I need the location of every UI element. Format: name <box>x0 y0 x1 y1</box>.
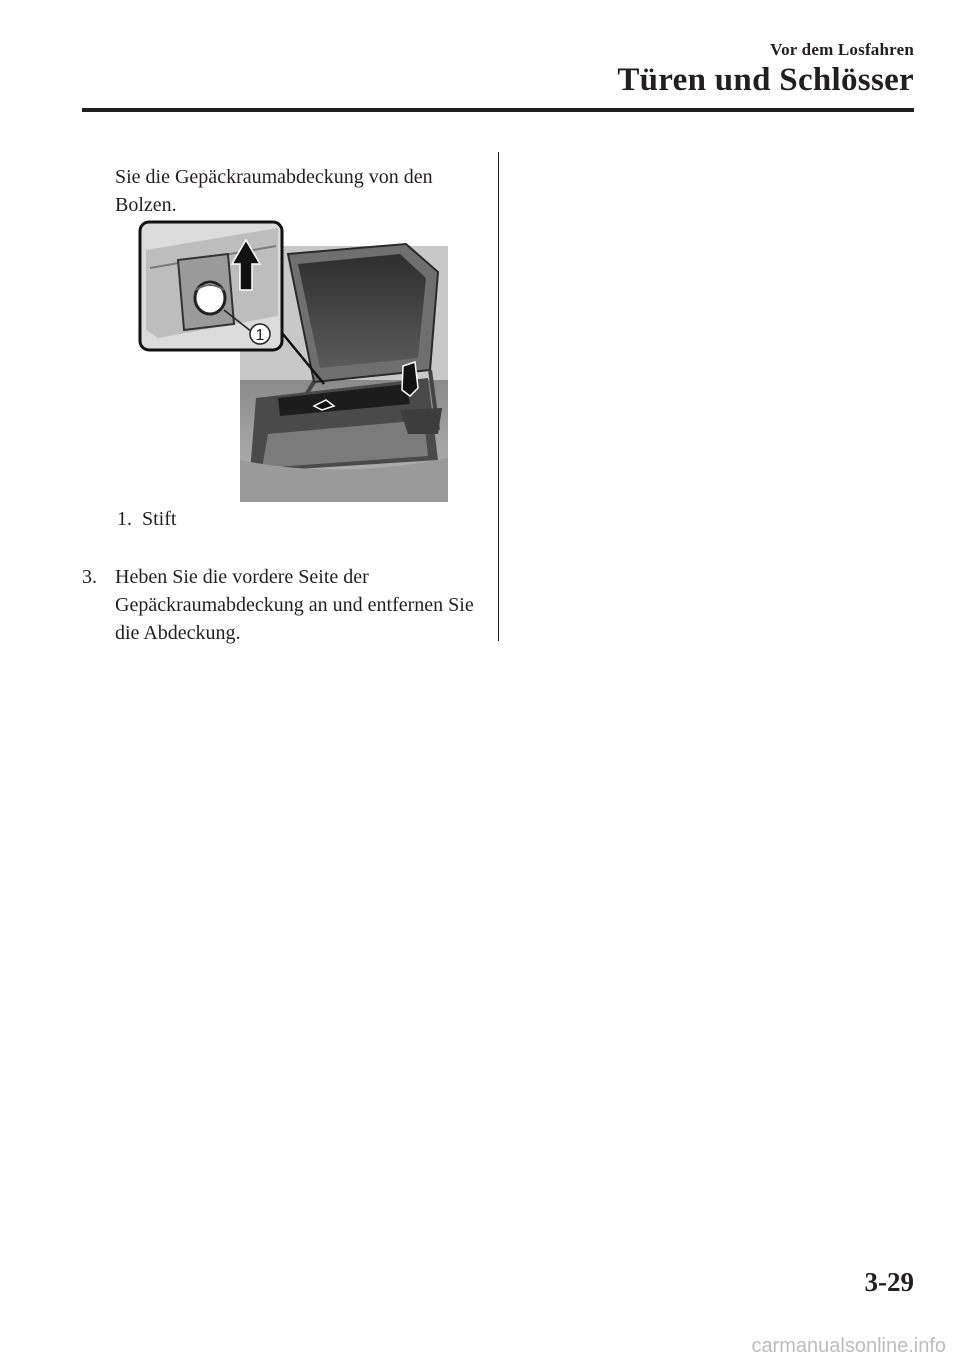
step-text: Heben Sie die vordere Seite der Gepäckraumabdeckung an und entfernen Sie die Abdeckung. <box>115 566 474 644</box>
tailgate-glass <box>298 254 426 368</box>
watermark: carmanualsonline.info <box>751 1335 946 1357</box>
step-number: 3. <box>82 566 97 588</box>
figure-caption: 1. Stift <box>117 508 177 530</box>
luggage-cover-illustration <box>138 220 448 502</box>
page-number: 3-29 <box>864 1267 914 1297</box>
continued-instruction: Sie die Gepäckraumabdeckung von den Bolzen. <box>115 166 433 216</box>
section-label: Vor dem Losfahren <box>770 40 914 59</box>
step-3 <box>82 563 492 647</box>
page-header <box>617 40 914 99</box>
column-divider <box>498 152 499 641</box>
chapter-title: Türen und Schlösser <box>617 62 914 98</box>
callout-number: 1 <box>255 327 265 344</box>
header-rule <box>82 108 914 112</box>
down-arrow-icon <box>402 362 418 396</box>
